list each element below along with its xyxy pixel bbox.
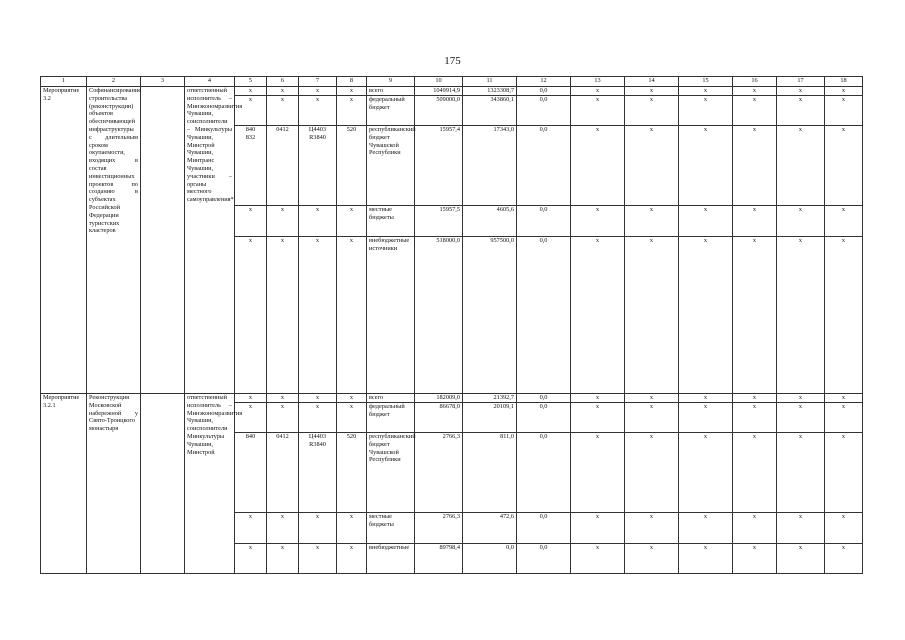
cell-c8: x [337,87,367,96]
cell-c5: 840 832 [235,126,267,206]
cell-c13: x [571,433,625,513]
executor-cell: ответственный исполнитель – Минэкономразвития Чувашии, соисполнители – Минкультуры Чувашии, Минстрой Чувашии, Минтранс Чувашии, участники – органы местного самоуправления* [185,87,235,394]
cell-c16: x [733,126,777,206]
cell-c12: 0,0 [517,206,571,237]
cell-c10: 509000,0 [415,96,463,126]
cell-c8: x [337,544,367,574]
cell-c18: x [825,96,863,126]
col3-cell [141,394,185,574]
cell-c15: x [679,87,733,96]
col-header: 3 [141,77,185,87]
cell-c8: x [337,237,367,394]
cell-c10: 518000,0 [415,237,463,394]
cell-c14: x [625,87,679,96]
cell-c17: x [777,206,825,237]
col-header: 14 [625,77,679,87]
cell-c11: 0,0 [463,544,517,574]
col-header: 17 [777,77,825,87]
cell-c16: x [733,206,777,237]
cell-c7: x [299,403,337,433]
cell-c6: x [267,206,299,237]
col-header: 16 [733,77,777,87]
cell-c5: x [235,206,267,237]
cell-c10: 15957,4 [415,126,463,206]
cell-c14: x [625,544,679,574]
cell-c13: x [571,237,625,394]
cell-c7: x [299,206,337,237]
col-header: 1 [41,77,87,87]
event-id-cell: Мероприятие 3.2.1 [41,394,87,574]
cell-c5: x [235,96,267,126]
cell-c10: 86678,0 [415,403,463,433]
cell-c12: 0,0 [517,544,571,574]
cell-c10: 1049914,9 [415,87,463,96]
cell-c18: x [825,206,863,237]
header-row [41,77,863,87]
cell-c7: x [299,544,337,574]
col-header: 4 [185,77,235,87]
cell-c9: местные бюджеты [367,513,415,544]
cell-c9: внебюджетные источники [367,237,415,394]
cell-c14: x [625,403,679,433]
cell-c11: 20109,1 [463,403,517,433]
cell-c7: Ц4403 R3840 [299,126,337,206]
cell-c5: x [235,403,267,433]
cell-c9: всего [367,87,415,96]
cell-c17: x [777,394,825,403]
cell-c15: x [679,513,733,544]
cell-c14: x [625,513,679,544]
cell-c18: x [825,126,863,206]
cell-c17: x [777,96,825,126]
cell-c6: x [267,513,299,544]
col-header: 9 [367,77,415,87]
cell-c6: x [267,403,299,433]
col-header: 12 [517,77,571,87]
cell-c17: x [777,237,825,394]
cell-c11: 1323308,7 [463,87,517,96]
cell-c8: x [337,96,367,126]
cell-c9: республиканский бюджет Чувашской Республики [367,126,415,206]
cell-c12: 0,0 [517,513,571,544]
cell-c6: x [267,237,299,394]
page-number: 175 [444,55,461,67]
cell-c7: x [299,96,337,126]
cell-c8: x [337,513,367,544]
cell-c16: x [733,87,777,96]
cell-c12: 0,0 [517,126,571,206]
cell-c12: 0,0 [517,394,571,403]
cell-c6: 0412 [267,433,299,513]
cell-c10: 89798,4 [415,544,463,574]
event-id-cell: Мероприятие 3.2 [41,87,87,394]
cell-c11: 811,0 [463,433,517,513]
cell-c16: x [733,237,777,394]
cell-c18: x [825,87,863,96]
cell-c10: 2766,3 [415,433,463,513]
col-header: 13 [571,77,625,87]
cell-c14: x [625,126,679,206]
col-header: 7 [299,77,337,87]
cell-c17: x [777,513,825,544]
cell-c18: x [825,237,863,394]
cell-c9: местные бюджеты [367,206,415,237]
cell-c11: 472,6 [463,513,517,544]
executor-cell: ответственный исполнитель – Минэкономразвития Чувашии, соисполнители Минкультуры Чувашии, Минстрой [185,394,235,574]
cell-c7: Ц4403 R3840 [299,433,337,513]
cell-c16: x [733,513,777,544]
cell-c10: 182009,0 [415,394,463,403]
cell-c17: x [777,403,825,433]
col-header: 18 [825,77,863,87]
cell-c13: x [571,394,625,403]
cell-c11: 17343,0 [463,126,517,206]
cell-c7: x [299,87,337,96]
cell-c7: x [299,237,337,394]
event-name-cell: Софинансирование строительства (реконструкции) объектов обеспечивающей инфраструктуры с длительным сроком окупаемости, входящих в состав инвестиционных проектов по созданию в субъектах Российской Федерации туристских кластеров [87,87,141,394]
cell-c15: x [679,206,733,237]
cell-c8: x [337,403,367,433]
event-name-cell: Реконструкция Московской набережной у Свято-Троицкого монастыря [87,394,141,574]
cell-c15: x [679,394,733,403]
cell-c18: x [825,394,863,403]
col-header: 8 [337,77,367,87]
cell-c13: x [571,126,625,206]
col-header: 15 [679,77,733,87]
cell-c15: x [679,96,733,126]
cell-c13: x [571,96,625,126]
budget-table [40,76,863,574]
cell-c15: x [679,544,733,574]
cell-c9: федеральный бюджет [367,403,415,433]
col-header: 6 [267,77,299,87]
table-row [41,394,863,403]
cell-c16: x [733,96,777,126]
cell-c13: x [571,513,625,544]
cell-c16: x [733,544,777,574]
table-row [41,87,863,96]
cell-c14: x [625,237,679,394]
cell-c13: x [571,403,625,433]
cell-c18: x [825,544,863,574]
cell-c11: 343860,1 [463,96,517,126]
cell-c7: x [299,513,337,544]
cell-c5: x [235,237,267,394]
cell-c11: 4605,6 [463,206,517,237]
cell-c5: x [235,87,267,96]
col-header: 10 [415,77,463,87]
cell-c14: x [625,433,679,513]
cell-c7: x [299,394,337,403]
cell-c17: x [777,433,825,513]
cell-c9: внебюджетные [367,544,415,574]
cell-c18: x [825,433,863,513]
cell-c16: x [733,394,777,403]
cell-c14: x [625,96,679,126]
cell-c9: всего [367,394,415,403]
cell-c15: x [679,433,733,513]
cell-c6: x [267,96,299,126]
col-header: 5 [235,77,267,87]
cell-c6: x [267,394,299,403]
cell-c17: x [777,544,825,574]
cell-c6: 0412 [267,126,299,206]
cell-c8: x [337,206,367,237]
cell-c16: x [733,403,777,433]
cell-c12: 0,0 [517,237,571,394]
cell-c11: 957500,0 [463,237,517,394]
cell-c5: 840 [235,433,267,513]
cell-c12: 0,0 [517,433,571,513]
cell-c16: x [733,433,777,513]
col3-cell [141,87,185,394]
cell-c15: x [679,126,733,206]
cell-c8: 520 [337,433,367,513]
cell-c15: x [679,237,733,394]
cell-c17: x [777,126,825,206]
cell-c10: 15957,5 [415,206,463,237]
cell-c12: 0,0 [517,87,571,96]
cell-c9: федеральный бюджет [367,96,415,126]
col-header: 2 [87,77,141,87]
cell-c11: 21392,7 [463,394,517,403]
cell-c15: x [679,403,733,433]
cell-c5: x [235,544,267,574]
cell-c13: x [571,87,625,96]
cell-c14: x [625,206,679,237]
cell-c14: x [625,394,679,403]
cell-c6: x [267,544,299,574]
cell-c13: x [571,544,625,574]
cell-c18: x [825,403,863,433]
col-header: 11 [463,77,517,87]
cell-c6: x [267,87,299,96]
cell-c13: x [571,206,625,237]
cell-c9: республиканский бюджет Чувашской Республики [367,433,415,513]
cell-c8: 520 [337,126,367,206]
cell-c8: x [337,394,367,403]
cell-c12: 0,0 [517,96,571,126]
cell-c18: x [825,513,863,544]
cell-c17: x [777,87,825,96]
cell-c10: 2766,3 [415,513,463,544]
cell-c12: 0,0 [517,403,571,433]
cell-c5: x [235,394,267,403]
cell-c5: x [235,513,267,544]
